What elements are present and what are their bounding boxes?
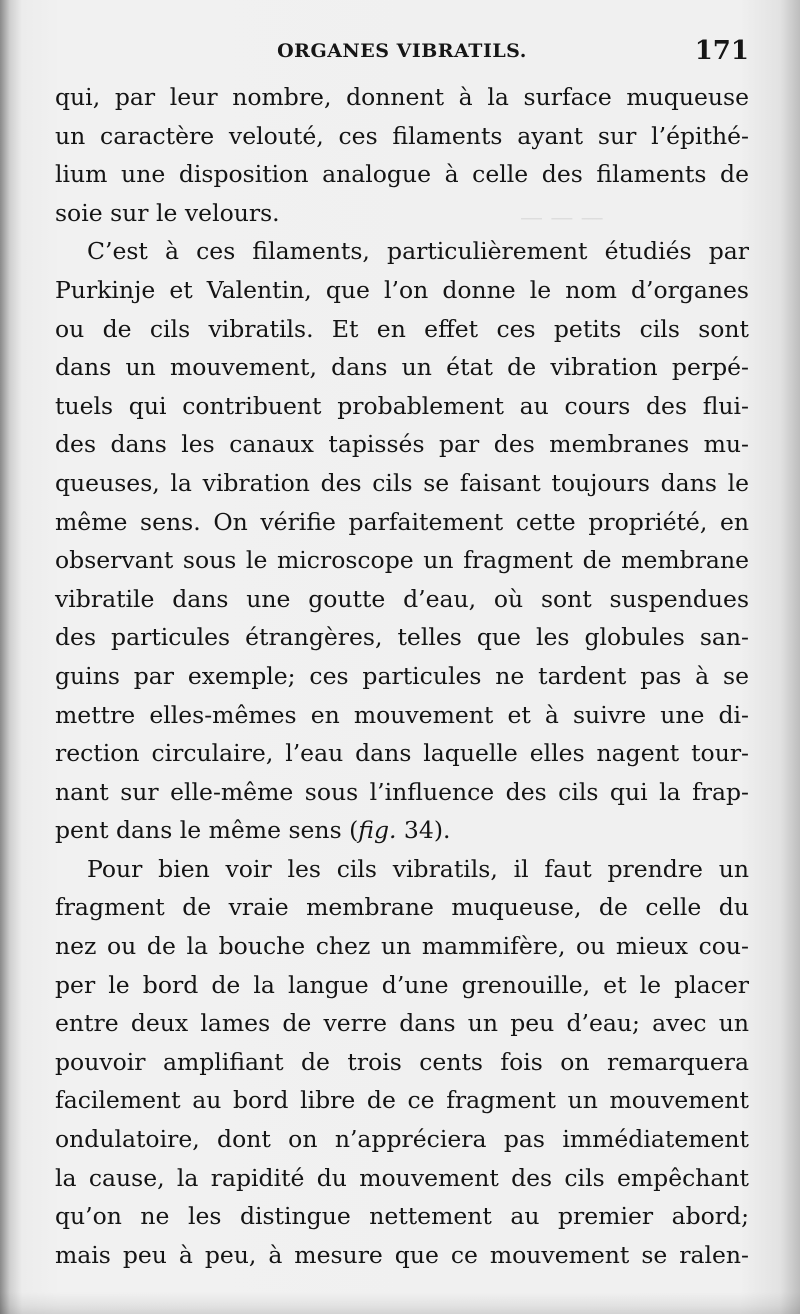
- text-line: vibratile dans une goutte d’eau, où sont suspendues: [55, 584, 749, 613]
- paragraph-first-line: C’est à ces filaments, particulièrement étudiés par: [87, 237, 749, 266]
- text-line: soie sur le velours.: [55, 198, 280, 227]
- text-line: rection circulaire, l’eau dans laquelle elles nagent tour-: [55, 739, 749, 768]
- page-header: [55, 36, 749, 72]
- text-line: fragment de vraie membrane muqueuse, de celle du: [55, 893, 749, 922]
- running-title: ORGANES VIBRATILS.: [277, 40, 527, 62]
- text-line: qu’on ne les distingue nettement au premier abord;: [55, 1202, 749, 1231]
- body-text: [55, 78, 749, 1274]
- page-bottom-shadow: [0, 1292, 800, 1314]
- text-line: nez ou de la bouche chez un mammifère, ou mieux cou-: [55, 932, 749, 961]
- text-line: même sens. On vérifie parfaitement cette propriété, en: [55, 507, 749, 536]
- text-line: facilement au bord libre de ce fragment un mouvement: [55, 1086, 749, 1115]
- text-line: ou de cils vibratils. Et en effet ces petits cils sont: [55, 314, 749, 343]
- text-line: observant sous le microscope un fragment de membrane: [55, 546, 749, 575]
- text-line: la cause, la rapidité du mouvement des cils empêchant: [55, 1163, 749, 1192]
- page-number: 171: [694, 36, 749, 66]
- text-line: mettre elles-mêmes en mouvement et à suivre une di-: [55, 700, 749, 729]
- text-line: guins par exemple; ces particules ne tardent pas à se: [55, 661, 749, 690]
- text-line: lium une disposition analogue à celle des filaments de: [55, 160, 749, 189]
- text-line: nant sur elle-même sous l’influence des cils qui la frap-: [55, 777, 749, 806]
- text-line: entre deux lames de verre dans un peu d’eau; avec un: [55, 1009, 749, 1038]
- text-line: un caractère velouté, ces filaments ayant sur l’épithé-: [55, 121, 749, 150]
- text-line: Purkinje et Valentin, que l’on donne le nom d’organes: [55, 275, 749, 304]
- text-line: per le bord de la langue d’une grenouille, et le placer: [55, 970, 749, 999]
- text-line: qui, par leur nombre, donnent à la surface muqueuse: [55, 83, 749, 111]
- text-line: des particules étrangères, telles que les globules san-: [55, 623, 749, 652]
- text-line: dans un mouvement, dans un état de vibration perpé-: [55, 353, 749, 382]
- text-line: ondulatoire, dont on n’appréciera pas immédiatement: [55, 1125, 749, 1154]
- show-through-text: — — —: [520, 205, 604, 231]
- text-line: pent dans le même sens (fig. 34).: [55, 816, 451, 845]
- text-line: queuses, la vibration des cils se faisant toujours dans le: [55, 468, 749, 497]
- text-line: mais peu à peu, à mesure que ce mouvement se ralen-: [55, 1240, 749, 1269]
- paragraph-first-line: Pour bien voir les cils vibratils, il faut prendre un: [87, 854, 749, 883]
- text-line: des dans les canaux tapissés par des membranes mu-: [55, 430, 749, 459]
- text-line: pouvoir amplifiant de trois cents fois on remarquera: [55, 1047, 749, 1076]
- text-line: tuels qui contribuent probablement au cours des flui-: [55, 391, 749, 420]
